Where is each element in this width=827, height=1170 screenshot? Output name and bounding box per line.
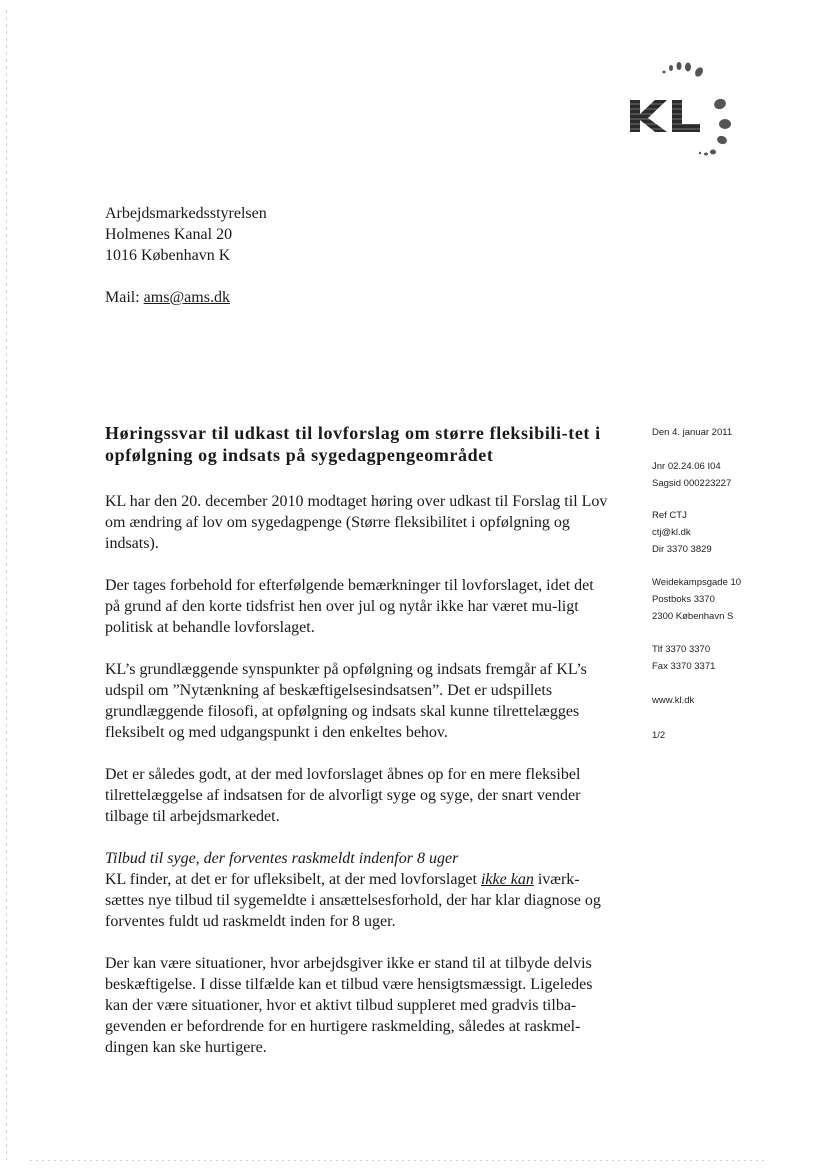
- sidebar-fax: Fax 3370 3371: [652, 661, 716, 672]
- paragraph-6: Der kan være situationer, hvor arbejdsgiver ikke er stand til at tilbyde delvis beskæftigelse. I disse tilfælde kan et tilbud være hensigtsmæssigt. Ligeledes kan der være situationer, hvor et aktivt tilbud suppleret med gradvis tilba-gevenden er befordrende for en hurtigere raskmelding, således at raskmel-dingen kan ske hurtigere.: [105, 955, 593, 1056]
- sidebar-city: 2300 København S: [652, 611, 734, 622]
- sidebar-tlf: Tlf 3370 3370: [652, 644, 711, 655]
- sidebar-date: Den 4. januar 2011: [652, 427, 733, 438]
- letter-title: Høringssvar til udkast til lovforslag om større fleksibili-tet i opfølgning og indsats på sygedagpengeområdet: [105, 423, 601, 465]
- paragraph-5-emphasis: ikke kan: [480, 871, 534, 888]
- kl-logo: [622, 52, 742, 164]
- page-number: 1/2: [652, 730, 666, 741]
- page-left-edge: [6, 10, 7, 1160]
- mail-link[interactable]: ams@ams.dk: [143, 289, 230, 306]
- recipient-line-3: 1016 København K: [105, 247, 231, 264]
- sidebar-sagsid: Sagsid 000223227: [652, 478, 732, 489]
- paragraph-2: Der tages forbehold for efterfølgende bemærkninger til lovforslaget, idet det på grund af den korte tidsfrist hen over jul og nytår ikke har været mu-ligt politisk at behandle lovforslaget.: [105, 577, 594, 636]
- paragraph-3: KL’s grundlæggende synspunkter på opfølgning og indsats fremgår af KL’s udspil om ”Nytænkning af beskæftigelsesindsatsen”. Det er udspillets grundlæggende filosofi, at opfølgning og indsats skal kunne tilrettelægges fleksibelt og med udgangspunkt i den enkeltes behov.: [105, 661, 587, 741]
- recipient-mail: [105, 287, 230, 308]
- sidebar-dir: Dir 3370 3829: [652, 544, 712, 555]
- paragraph-1: KL har den 20. december 2010 modtaget høring over udkast til Forslag til Lov om ændring af lov om sygedagpenge (Større fleksibilitet i opfølgning og indsats).: [105, 493, 608, 552]
- sidebar-web[interactable]: www.kl.dk: [652, 695, 695, 706]
- paragraph-5-text-a: KL finder, at det er for ufleksibelt, at der med lovforslaget: [105, 871, 481, 888]
- sidebar-contact: [652, 507, 712, 558]
- kl-logo-graphic: [622, 52, 742, 164]
- letter-body: [105, 491, 610, 1079]
- recipient-line-2: Holmenes Kanal 20: [105, 226, 233, 243]
- paragraph-4: Det er således godt, at der med lovforslaget åbnes op for en mere fleksibel tilrettelæggelse af indsatsen for de alvorligt syge og syge, der snart vender tilbage til arbejdsmarkedet.: [105, 766, 581, 825]
- sidebar-email: ctj@kl.dk: [652, 527, 691, 538]
- recipient-address: [105, 203, 267, 266]
- paragraph-5-text-b: iværk-sættes nye tilbud til sygemeldte i ansættelsesforhold, der har klar diagnose og forventes fuldt ud raskmeldt inden for 8 uger.: [105, 871, 601, 930]
- recipient-line-1: Arbejdsmarkedsstyrelsen: [105, 205, 267, 222]
- sidebar-phones: [652, 641, 715, 675]
- page-bottom-edge: [30, 1160, 767, 1161]
- sidebar-jnr: Jnr 02.24.06 I04: [652, 461, 721, 472]
- subheading: Tilbud til syge, der forventes raskmeldt indenfor 8 uger: [105, 850, 459, 867]
- sidebar-ref: Ref CTJ: [652, 510, 687, 521]
- sidebar-case-info: [652, 458, 731, 492]
- sidebar-address: [652, 574, 741, 625]
- sidebar-street: Weidekampsgade 10: [652, 577, 742, 588]
- mail-label: Mail:: [105, 289, 144, 306]
- paragraph-5: [105, 869, 610, 932]
- sidebar-postbox: Postboks 3370: [652, 594, 715, 605]
